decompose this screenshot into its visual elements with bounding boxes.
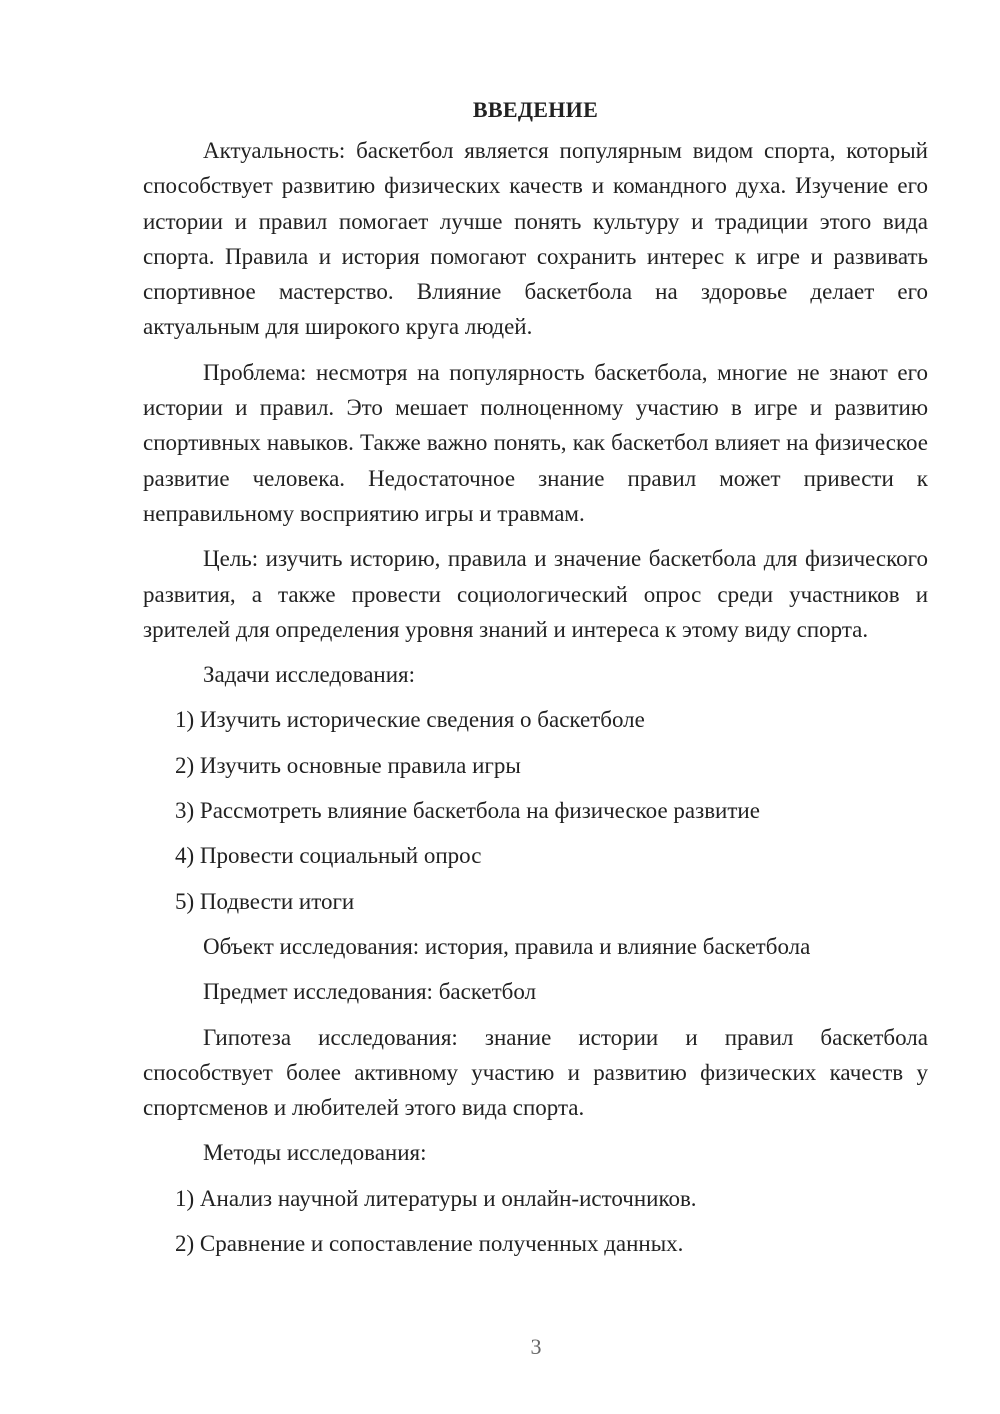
list-item: 4) Провести социальный опрос <box>175 843 482 869</box>
page-number: 3 <box>530 1334 542 1359</box>
tasks-heading: Задачи исследования: <box>203 662 416 688</box>
problem-paragraph: Проблема: несмотря на популярность баскетбола, многие не знают его истории и правил. Это мешает полноценному участию в игре и развитию спортивных навыков. Также важно понять, как баскетбол влияет на физическое развитие человека. Недостаточное знание правил может привести к неправильному восприятию игры и травмам. <box>143 359 928 526</box>
tasks-list <box>143 702 928 918</box>
goal-paragraph: Цель: изучить историю, правила и значение баскетбола для физического развития, а также провести социологический опрос среди участников и зрителей для определения уровня знаний и интереса к этому виду спорта. <box>143 546 928 642</box>
list-item: 2) Сравнение и сопоставление полученных данных. <box>175 1231 684 1257</box>
methods-heading: Методы исследования: <box>203 1140 427 1166</box>
list-item: 2) Изучить основные правила игры <box>175 752 521 778</box>
research-object: Объект исследования: история, правила и влияние баскетбола <box>203 933 811 959</box>
research-subject: Предмет исследования: баскетбол <box>203 979 537 1005</box>
document-body <box>143 92 928 1271</box>
relevance-paragraph: Актуальность: баскетбол является популярным видом спорта, который способствует развитию физических качеств и командного духа. Изучение его истории и правил помогает лучше понять культуру и традиции этого вида спорта. Правила и история помогают сохранить интерес к игре и развивать спортивное мастерство. Влияние баскетбола на здоровье делает его актуальным для широкого круга людей. <box>143 138 928 340</box>
list-item: 1) Анализ научной литературы и онлайн-источников. <box>175 1185 697 1211</box>
hypothesis-paragraph: Гипотеза исследования: знание истории и правил баскетбола способствует более активному участию и развитию физических качеств у спортсменов и любителей этого вида спорта. <box>143 1024 928 1121</box>
list-item: 5) Подвести итоги <box>175 888 355 914</box>
methods-list <box>143 1181 928 1262</box>
document-title: ВВЕДЕНИЕ <box>472 97 599 122</box>
list-item: 1) Изучить исторические сведения о баскетболе <box>175 707 645 733</box>
list-item: 3) Рассмотреть влияние баскетбола на физическое развитие <box>175 798 760 824</box>
